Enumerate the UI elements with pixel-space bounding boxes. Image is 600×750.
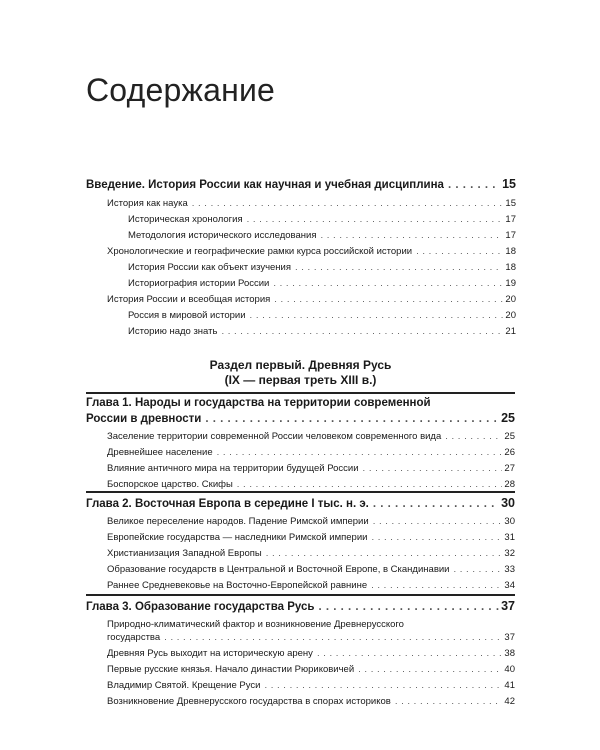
toc-page-number: 20 [505, 294, 516, 305]
toc-leader-dots [453, 564, 502, 575]
toc-page-number: 25 [501, 411, 515, 425]
toc-leader-dots [221, 326, 503, 337]
toc-page-number: 31 [504, 532, 515, 543]
toc-leader-dots [295, 262, 503, 273]
toc-page-number: 18 [505, 262, 516, 273]
toc-leader-dots [371, 532, 502, 543]
toc-entry[interactable] [107, 516, 515, 527]
toc-page-number: 28 [504, 479, 515, 490]
toc-leader-dots [448, 179, 500, 191]
toc-leader-dots [217, 447, 503, 458]
toc-entry[interactable] [107, 246, 516, 257]
toc-entry[interactable] [107, 564, 515, 575]
toc-leader-dots [274, 294, 503, 305]
toc-page-number: 37 [504, 632, 515, 643]
toc-entry[interactable] [107, 680, 515, 691]
toc-page-number: 40 [504, 664, 515, 675]
toc-entry[interactable] [107, 479, 515, 490]
toc-page-number: 34 [504, 580, 515, 591]
toc-entry-text: Методология исторического исследования [128, 230, 317, 241]
toc-leader-dots [395, 696, 503, 707]
toc-entry-text: Первые русские князья. Начало династии Рюриковичей [107, 664, 355, 675]
toc-chapter-1[interactable] [86, 411, 515, 425]
toc-entry[interactable] [107, 431, 515, 442]
toc-page-number: 19 [505, 278, 516, 289]
toc-chapter-2[interactable] [86, 496, 515, 510]
toc-entry[interactable] [128, 326, 516, 337]
toc-page-number: 17 [505, 214, 516, 225]
toc-page-number: 27 [504, 463, 515, 474]
toc-entry-text: Древнейшее население [107, 447, 213, 458]
toc-leader-dots [266, 548, 503, 559]
toc-leader-dots [373, 498, 499, 510]
toc-leader-dots [317, 648, 502, 659]
toc-entry-text: История России как объект изучения [128, 262, 291, 273]
toc-entry[interactable] [107, 648, 515, 659]
toc-leader-dots [416, 246, 503, 257]
toc-entry[interactable] [107, 198, 516, 209]
toc-entry[interactable] [128, 310, 516, 321]
toc-entry[interactable] [107, 696, 515, 707]
toc-chapter-3[interactable] [86, 599, 515, 613]
toc-entry[interactable] [107, 447, 515, 458]
toc-page-number: 18 [505, 246, 516, 257]
toc-entry-text: Россия в мировой истории [128, 310, 246, 321]
toc-entry-text: История как наука [107, 198, 188, 209]
toc-entry[interactable] [107, 294, 516, 305]
toc-leader-dots [250, 310, 504, 321]
toc-entry[interactable] [107, 463, 515, 474]
toc-page-number: 26 [504, 447, 515, 458]
toc-entry-text: Владимир Святой. Крещение Руси [107, 680, 261, 691]
toc-page-number: 42 [504, 696, 515, 707]
toc-entry-text: Глава 2. Восточная Европа в середине I тыс. н. э. [86, 498, 369, 510]
toc-leader-dots [358, 664, 502, 675]
page-title: Содержание [86, 72, 276, 108]
toc-page-number: 32 [504, 548, 515, 559]
toc-page-number: 30 [501, 496, 515, 510]
toc-leader-dots [320, 230, 503, 241]
toc-leader-dots [164, 632, 502, 643]
chapter-divider [86, 491, 515, 493]
toc-entry-text: Влияние античного мира на территории будущей России [107, 463, 359, 474]
toc-leader-dots [445, 431, 502, 442]
toc-leader-dots [237, 479, 503, 490]
toc-page-number: 15 [505, 198, 516, 209]
toc-entry-text: Великое переселение народов. Падение Римской империи [107, 516, 369, 527]
toc-leader-dots [373, 516, 503, 527]
toc-entry-text: Хронологические и географические рамки курса российской истории [107, 246, 413, 257]
toc-leader-dots [363, 463, 503, 474]
toc-entry-text: Боспорское царство. Скифы [107, 479, 233, 490]
chapter-1-title-line1[interactable]: Глава 1. Народы и государства на территории современной [86, 397, 431, 409]
toc-leader-dots [273, 278, 503, 289]
toc-entry[interactable] [128, 278, 516, 289]
toc-entry-text: Историю надо знать [128, 326, 218, 337]
toc-entry-text: Заселение территории современной России человеком современного вида [107, 431, 442, 442]
toc-entry[interactable] [128, 262, 516, 273]
toc-leader-dots [247, 214, 504, 225]
chapter-divider [86, 392, 515, 394]
toc-entry[interactable] [107, 664, 515, 675]
section-title: Раздел первый. Древняя Русь [209, 358, 392, 372]
toc-leader-dots [264, 680, 502, 691]
toc-entry-text: государства [107, 632, 161, 643]
toc-entry-text: История России и всеобщая история [107, 294, 271, 305]
toc-entry-text: Древняя Русь выходит на историческую арену [107, 648, 313, 659]
toc-page-number: 41 [504, 680, 515, 691]
toc-entry-text: Христианизация Западной Европы [107, 548, 262, 559]
section-period: (IX — первая треть XIII в.) [224, 373, 377, 387]
toc-page-number: 25 [504, 431, 515, 442]
toc-page-number: 38 [504, 648, 515, 659]
toc-page-number: 20 [505, 310, 516, 321]
toc-entry[interactable] [107, 532, 515, 543]
toc-page-number: 15 [502, 177, 516, 191]
toc-page-number: 37 [501, 599, 515, 613]
toc-entry-text: Возникновение Древнерусского государства в спорах историков [107, 696, 391, 707]
toc-entry-text: Раннее Средневековье на Восточно-Европейской равнине [107, 580, 368, 591]
toc-entry[interactable] [107, 580, 515, 591]
chapter-divider [86, 594, 515, 596]
toc-entry-text: Введение. История России как научная и учебная дисциплина [86, 179, 444, 191]
toc-page-number: 17 [505, 230, 516, 241]
toc-leader-dots [192, 198, 504, 209]
toc-entry[interactable] [107, 632, 515, 643]
toc-entry-text: Образование государств в Центральной и Восточной Европе, в Скандинавии [107, 564, 450, 575]
toc-entry-text-line1[interactable]: Природно-климатический фактор и возникновение Древнерусского [107, 619, 404, 630]
toc-entry[interactable] [128, 214, 516, 225]
toc-intro-heading[interactable] [86, 177, 516, 191]
toc-entry-text: Историография истории России [128, 278, 270, 289]
toc-page-number: 30 [504, 516, 515, 527]
toc-page-number: 33 [504, 564, 515, 575]
toc-entry-text: России в древности [86, 413, 202, 425]
toc-leader-dots [318, 601, 499, 613]
toc-entry-text: Европейские государства — наследники Римской империи [107, 532, 368, 543]
toc-leader-dots [205, 413, 499, 425]
toc-entry-text: Историческая хронология [128, 214, 243, 225]
toc-entry[interactable] [128, 230, 516, 241]
toc-leader-dots [371, 580, 502, 591]
toc-page-number: 21 [505, 326, 516, 337]
toc-entry[interactable] [107, 548, 515, 559]
section-heading [86, 358, 515, 388]
toc-entry-text: Глава 3. Образование государства Русь [86, 601, 315, 613]
